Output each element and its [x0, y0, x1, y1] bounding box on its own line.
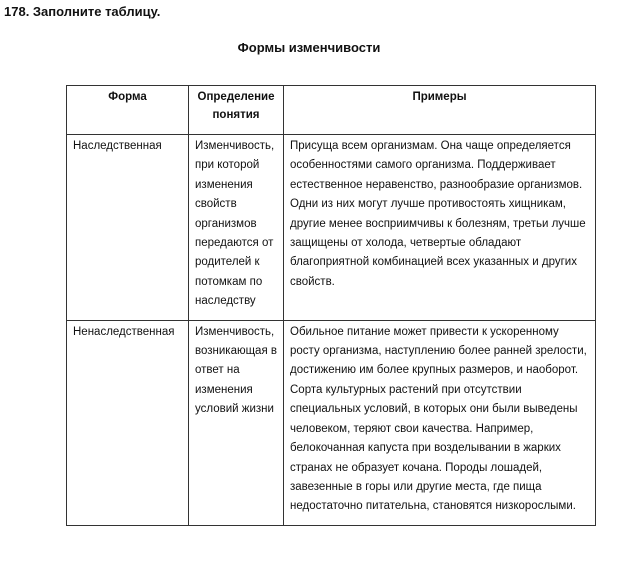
table-header-row: [67, 86, 596, 135]
definition-cell: Изменчивость, возникающая в ответ на изменения условий жизни: [189, 320, 284, 525]
variability-forms-table: [66, 85, 596, 526]
form-cell: Наследственная: [67, 135, 189, 321]
definition-cell: Изменчивость, при которой изменения свойств организмов передаются от родителей к потомкам по наследству: [189, 135, 284, 321]
table-row: [67, 320, 596, 525]
column-header-examples: Примеры: [284, 86, 596, 135]
table-row: [67, 135, 596, 321]
examples-cell: Присуща всем организмам. Она чаще определяется особенностями самого организма. Поддерживает естественное неравенство, разнообразие организмов. Одни из них могут лучше противостоять хищникам, другие менее восприимчивы к болезням, третьи лучше защищены от холода, четвертые обладают благоприятной комбинацией всех указанных и других свойств.: [284, 135, 596, 321]
task-title: 178. Заполните таблицу.: [4, 4, 161, 19]
table-title: Формы изменчивости: [237, 40, 381, 55]
examples-cell: Обильное питание может привести к ускоренному росту организма, наступлению более ранней зрелости, достижению им более крупных размеров, и наоборот. Сорта культурных растений при отсутствии специальных условий, в которых они были выведены человеком, теряют свои качества. Например, белокочанная капуста при возделывании в жарких странах не образует кочана. Породы лошадей, завезенные в горы или другие места, где пища недостаточно питательна, становятся низкорослыми.: [284, 320, 596, 525]
form-cell: Ненаследственная: [67, 320, 189, 525]
column-header-definition: Определение понятия: [189, 86, 284, 135]
column-header-form: Форма: [67, 86, 189, 135]
